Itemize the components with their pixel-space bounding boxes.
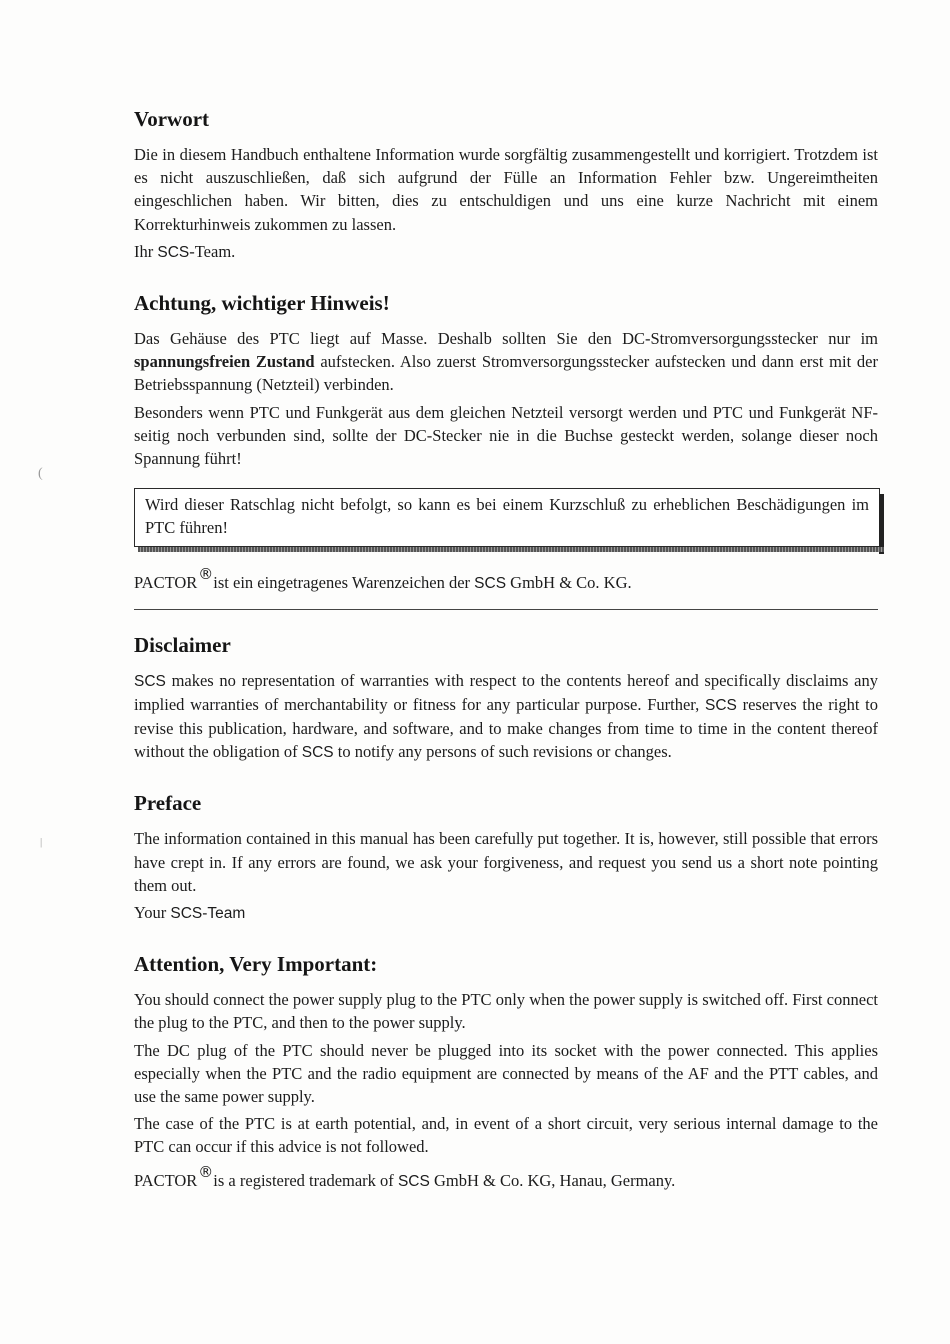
warning-text: Wird dieser Ratschlag nicht befolgt, so kann es bei einem Kurzschluß zu erheblichen Beschädigungen im PTC führen! — [145, 495, 869, 538]
trademark-text: is a registered trademark of — [213, 1170, 398, 1190]
section-heading: Achtung, wichtiger Hinweis! — [134, 291, 390, 316]
section-preface — [134, 788, 878, 925]
document-content — [134, 104, 878, 1193]
trademark-text: ist ein eingetragenes Warenzeichen der — [213, 572, 475, 592]
scan-mark: ( — [38, 466, 43, 481]
paragraph-text: reserves the right to revise this publication, hardware, and software, and to make changes from time to time in the content thereof without the obligation of — [134, 694, 878, 762]
trademark-line — [134, 564, 878, 595]
signature-suffix: -Team. — [189, 241, 236, 261]
brand-name: SCS-Team — [170, 905, 246, 923]
paragraph: You should connect the power supply plug to the PTC only when the power supply is switched off. First connect the plug to the PTC, and then to the power supply. — [134, 990, 878, 1033]
signature-prefix: Ihr — [134, 241, 158, 261]
section-vorwort — [134, 104, 878, 264]
paragraph: The information contained in this manual has been carefully put together. It is, however, still possible that errors have crept in. If any errors are found, we ask your forgiveness, and request you send us a short note pointing them out. — [134, 829, 878, 895]
brand-name: SCS — [134, 672, 166, 690]
box-shadow — [138, 547, 884, 552]
section-heading: Attention, Very Important: — [134, 952, 378, 977]
paragraph — [134, 327, 878, 397]
trademark-text: GmbH & Co. KG, Hanau, Germany. — [429, 1170, 676, 1190]
section-heading: Vorwort — [134, 107, 210, 131]
paragraph: Die in diesem Handbuch enthaltene Information wurde sorgfältig zusammengestellt und korrigiert. Trotzdem ist es nicht auszuschließen, daß sich aufgrund der Fülle an Information Fehler bzw. Ungereimtheiten eingeschlichen haben. Wir bitten, dies zu entschuldigen und uns eine kurze Nachricht mit einem Korrekturhinweis zukommen zu lassen. — [134, 145, 878, 234]
registered-symbol: ® — [198, 1162, 214, 1181]
brand-name: SCS — [157, 243, 190, 261]
paragraph — [134, 669, 878, 765]
paragraph: The DC plug of the PTC should never be plugged into its socket with the power connected. This applies especially when the PTC and the radio equipment are connected by means of the AF and the PTT cables, and use the same power supply. — [134, 1040, 878, 1107]
section-attention — [134, 949, 878, 1192]
emphasis-text: spannungsfreien Zustand — [134, 352, 315, 372]
trademark-word: PACTOR — [134, 572, 198, 592]
section-achtung — [134, 288, 878, 595]
paragraph-text: makes no representation of warranties with respect to the contents hereof and specifically disclaims any implied warranties of merchantability or fitness for any particular purpose. Further, — [134, 670, 878, 714]
trademark-line — [134, 1162, 878, 1193]
paragraph: Besonders wenn PTC und Funkgerät aus dem gleichen Netzteil versorgt werden und PTC und Funkgerät NF-seitig noch verbunden sind, sollte der DC-Stecker nie in die Buchse gesteckt werden, solange dieser noch Spannung führt! — [134, 402, 878, 469]
paragraph-text: aufstecken. Also zuerst Stromversorgungsstecker aufstecken und dann erst mit der Betriebsspannung (Netzteil) verbinden. — [134, 352, 878, 395]
section-disclaimer — [134, 630, 878, 765]
signature-prefix: Your — [134, 903, 171, 923]
brand-name: SCS — [301, 744, 334, 762]
box-shadow — [879, 494, 884, 554]
warning-box — [134, 488, 880, 546]
brand-name: SCS — [474, 574, 507, 592]
trademark-text: GmbH & Co. KG. — [506, 572, 632, 592]
signature-line — [134, 240, 878, 264]
brand-name: SCS — [397, 1172, 430, 1190]
trademark-word: PACTOR — [134, 1170, 198, 1190]
paragraph-text: to notify any persons of such revisions or changes. — [333, 742, 672, 762]
brand-name: SCS — [704, 696, 737, 714]
section-heading: Preface — [134, 791, 202, 816]
registered-symbol: ® — [198, 564, 214, 583]
paragraph-text: Das Gehäuse des PTC liegt auf Masse. Deshalb sollten Sie den DC-Stromversorgungsstecker nur im — [134, 329, 878, 349]
paragraph: The case of the PTC is at earth potential, and, in event of a short circuit, very serious internal damage to the PTC can occur if this advice is not followed. — [134, 1114, 878, 1157]
section-heading: Disclaimer — [134, 632, 231, 657]
signature-line — [134, 901, 878, 925]
scan-mark: | — [40, 836, 43, 848]
